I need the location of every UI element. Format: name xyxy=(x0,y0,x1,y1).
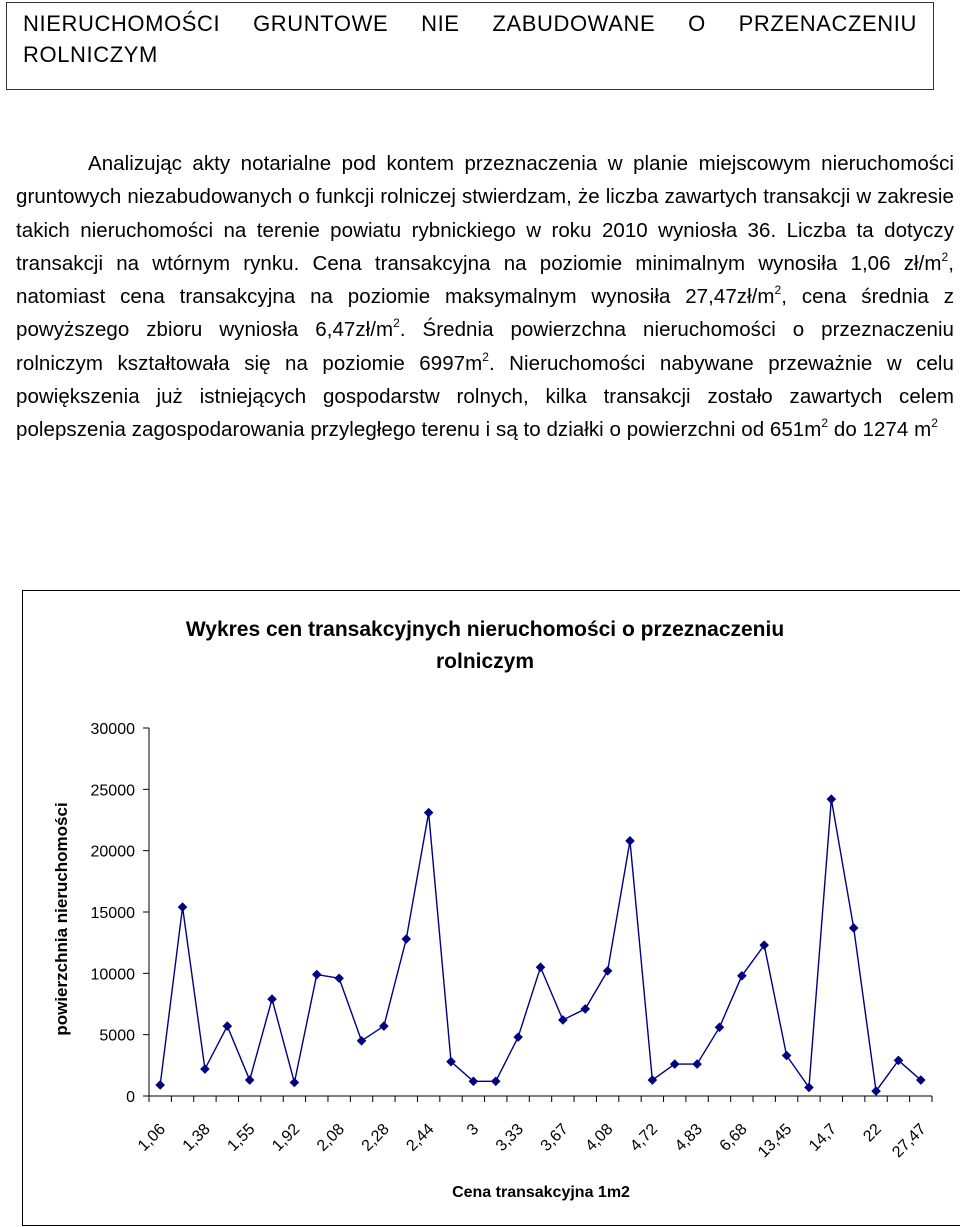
heading-line-1: NIERUCHOMOŚCI GRUNTOWE NIE ZABUDOWANE O PRZENACZENIU xyxy=(23,11,917,36)
paragraph-part-2: , natomiast cena transakcyjna na poziomie maksymalnym wynosiła 27,47zł/m xyxy=(16,251,954,309)
x-tick-label: 3,33 xyxy=(492,1120,527,1155)
x-tick-label: 14,7 xyxy=(806,1120,841,1155)
chart-y-axis-label: powierzchnia nieruchomości xyxy=(52,802,71,1036)
superscript-2: 2 xyxy=(774,283,782,298)
data-point xyxy=(737,971,747,981)
data-point xyxy=(782,1051,792,1061)
superscript-6: 2 xyxy=(931,416,938,431)
x-tick-label: 3 xyxy=(463,1120,483,1140)
x-tick-label: 6,68 xyxy=(716,1120,751,1155)
y-tick-label: 20000 xyxy=(90,843,135,861)
x-tick-label: 2,08 xyxy=(313,1120,348,1155)
x-tick-label: 4,83 xyxy=(671,1120,706,1155)
data-point xyxy=(312,970,322,980)
data-point xyxy=(401,934,411,944)
y-tick-label: 5000 xyxy=(99,1027,135,1045)
x-tick-label: 2,44 xyxy=(403,1120,438,1155)
x-tick-label: 1,06 xyxy=(134,1120,170,1155)
x-tick-label: 4,72 xyxy=(627,1120,662,1155)
y-tick-label: 10000 xyxy=(90,966,135,984)
x-tick-label: 4,08 xyxy=(582,1120,617,1155)
data-point xyxy=(827,794,837,804)
data-point xyxy=(379,1021,389,1031)
chart-canvas xyxy=(23,591,960,1227)
paragraph-part-5: . Nieruchomości nabywane przeważnie w celu powiększenia już istniejących gospodarstw rolnych, kilka transakcji zostało zawartych celem polepszenia zagospodarowania przyległego terenu i są to działki o powierzchni od 651m xyxy=(16,351,954,442)
chart-series xyxy=(155,794,925,1096)
data-point xyxy=(245,1075,255,1085)
data-point xyxy=(290,1078,300,1088)
chart-x-axis-label: Cena transakcyjna 1m2 xyxy=(452,1184,630,1201)
paragraph-part-4: . Średnia powierzchna nieruchomości o przeznaczeniu rolniczym kształtowała się na poziomie 6997m xyxy=(16,318,955,375)
superscript-5: 2 xyxy=(821,416,829,431)
y-tick-label: 30000 xyxy=(90,721,135,738)
data-point xyxy=(625,836,635,846)
chart-frame xyxy=(22,590,960,1226)
data-point xyxy=(580,1004,590,1014)
superscript-4: 2 xyxy=(482,349,489,364)
data-point xyxy=(200,1064,210,1074)
data-point xyxy=(536,962,546,972)
paragraph-part-1: Analizując akty notarialne pod kontem przeznaczenia w planie miejscowym nieruchomości gruntowych niezabudowanych o funkcji rolniczej stwierdzam, że liczba zawartych transakcji w zakresie takich nieruchomości na terenie powiatu rybnickiego w roku 2010 wyniosła 36. Liczba ta dotyczy transakcji na wtórnym rynku. Cena transakcyjna na poziomie minimalnym wynosiła 1,06 zł/m xyxy=(16,152,954,275)
x-tick-label: 1,55 xyxy=(224,1120,259,1155)
data-point xyxy=(648,1075,658,1085)
x-tick-label: 13,45 xyxy=(755,1120,796,1162)
chart-x-ticks xyxy=(135,1096,932,1161)
data-point xyxy=(334,973,344,983)
superscript-1: 2 xyxy=(941,249,949,264)
data-point xyxy=(871,1086,881,1096)
data-point xyxy=(849,923,859,933)
paragraph-part-6: do 1274 m xyxy=(828,418,932,442)
chart-title-line-2: rolniczym xyxy=(435,650,535,673)
x-tick-label: 1,92 xyxy=(269,1120,304,1155)
y-tick-label: 0 xyxy=(126,1089,135,1106)
heading-line-2: ROLNICZYM xyxy=(23,42,158,67)
data-point xyxy=(513,1032,523,1042)
data-point xyxy=(424,808,434,818)
x-tick-label: 27,47 xyxy=(889,1120,930,1162)
chart-title-line-1: Wykres cen transakcyjnych nieruchomości o przeznaczeniu xyxy=(185,618,785,641)
data-point xyxy=(759,940,769,950)
paragraph-part-3: , cena średnia z powyższego zbioru wyniosła 6,47zł/m xyxy=(16,285,954,342)
data-point xyxy=(223,1021,233,1031)
data-point xyxy=(804,1083,814,1093)
data-point xyxy=(155,1080,165,1090)
superscript-3: 2 xyxy=(393,316,400,331)
data-point xyxy=(558,1015,568,1025)
chart-y-ticks xyxy=(91,721,150,1106)
data-point xyxy=(603,966,613,976)
body-paragraph xyxy=(16,147,954,447)
data-point xyxy=(357,1036,367,1046)
y-tick-label: 25000 xyxy=(90,782,135,800)
heading-box xyxy=(6,2,934,90)
data-point xyxy=(715,1023,725,1033)
data-point xyxy=(491,1076,501,1086)
x-tick-label: 3,67 xyxy=(537,1120,572,1155)
data-point xyxy=(670,1059,680,1069)
data-point xyxy=(267,994,277,1004)
x-tick-label: 1,38 xyxy=(179,1120,214,1155)
x-tick-label: 2,28 xyxy=(358,1120,393,1155)
data-point xyxy=(692,1059,702,1069)
data-point xyxy=(178,902,188,912)
chart-axes xyxy=(149,728,932,1096)
x-tick-label: 22 xyxy=(860,1120,885,1146)
y-tick-label: 15000 xyxy=(90,905,135,922)
series-line xyxy=(160,799,921,1091)
